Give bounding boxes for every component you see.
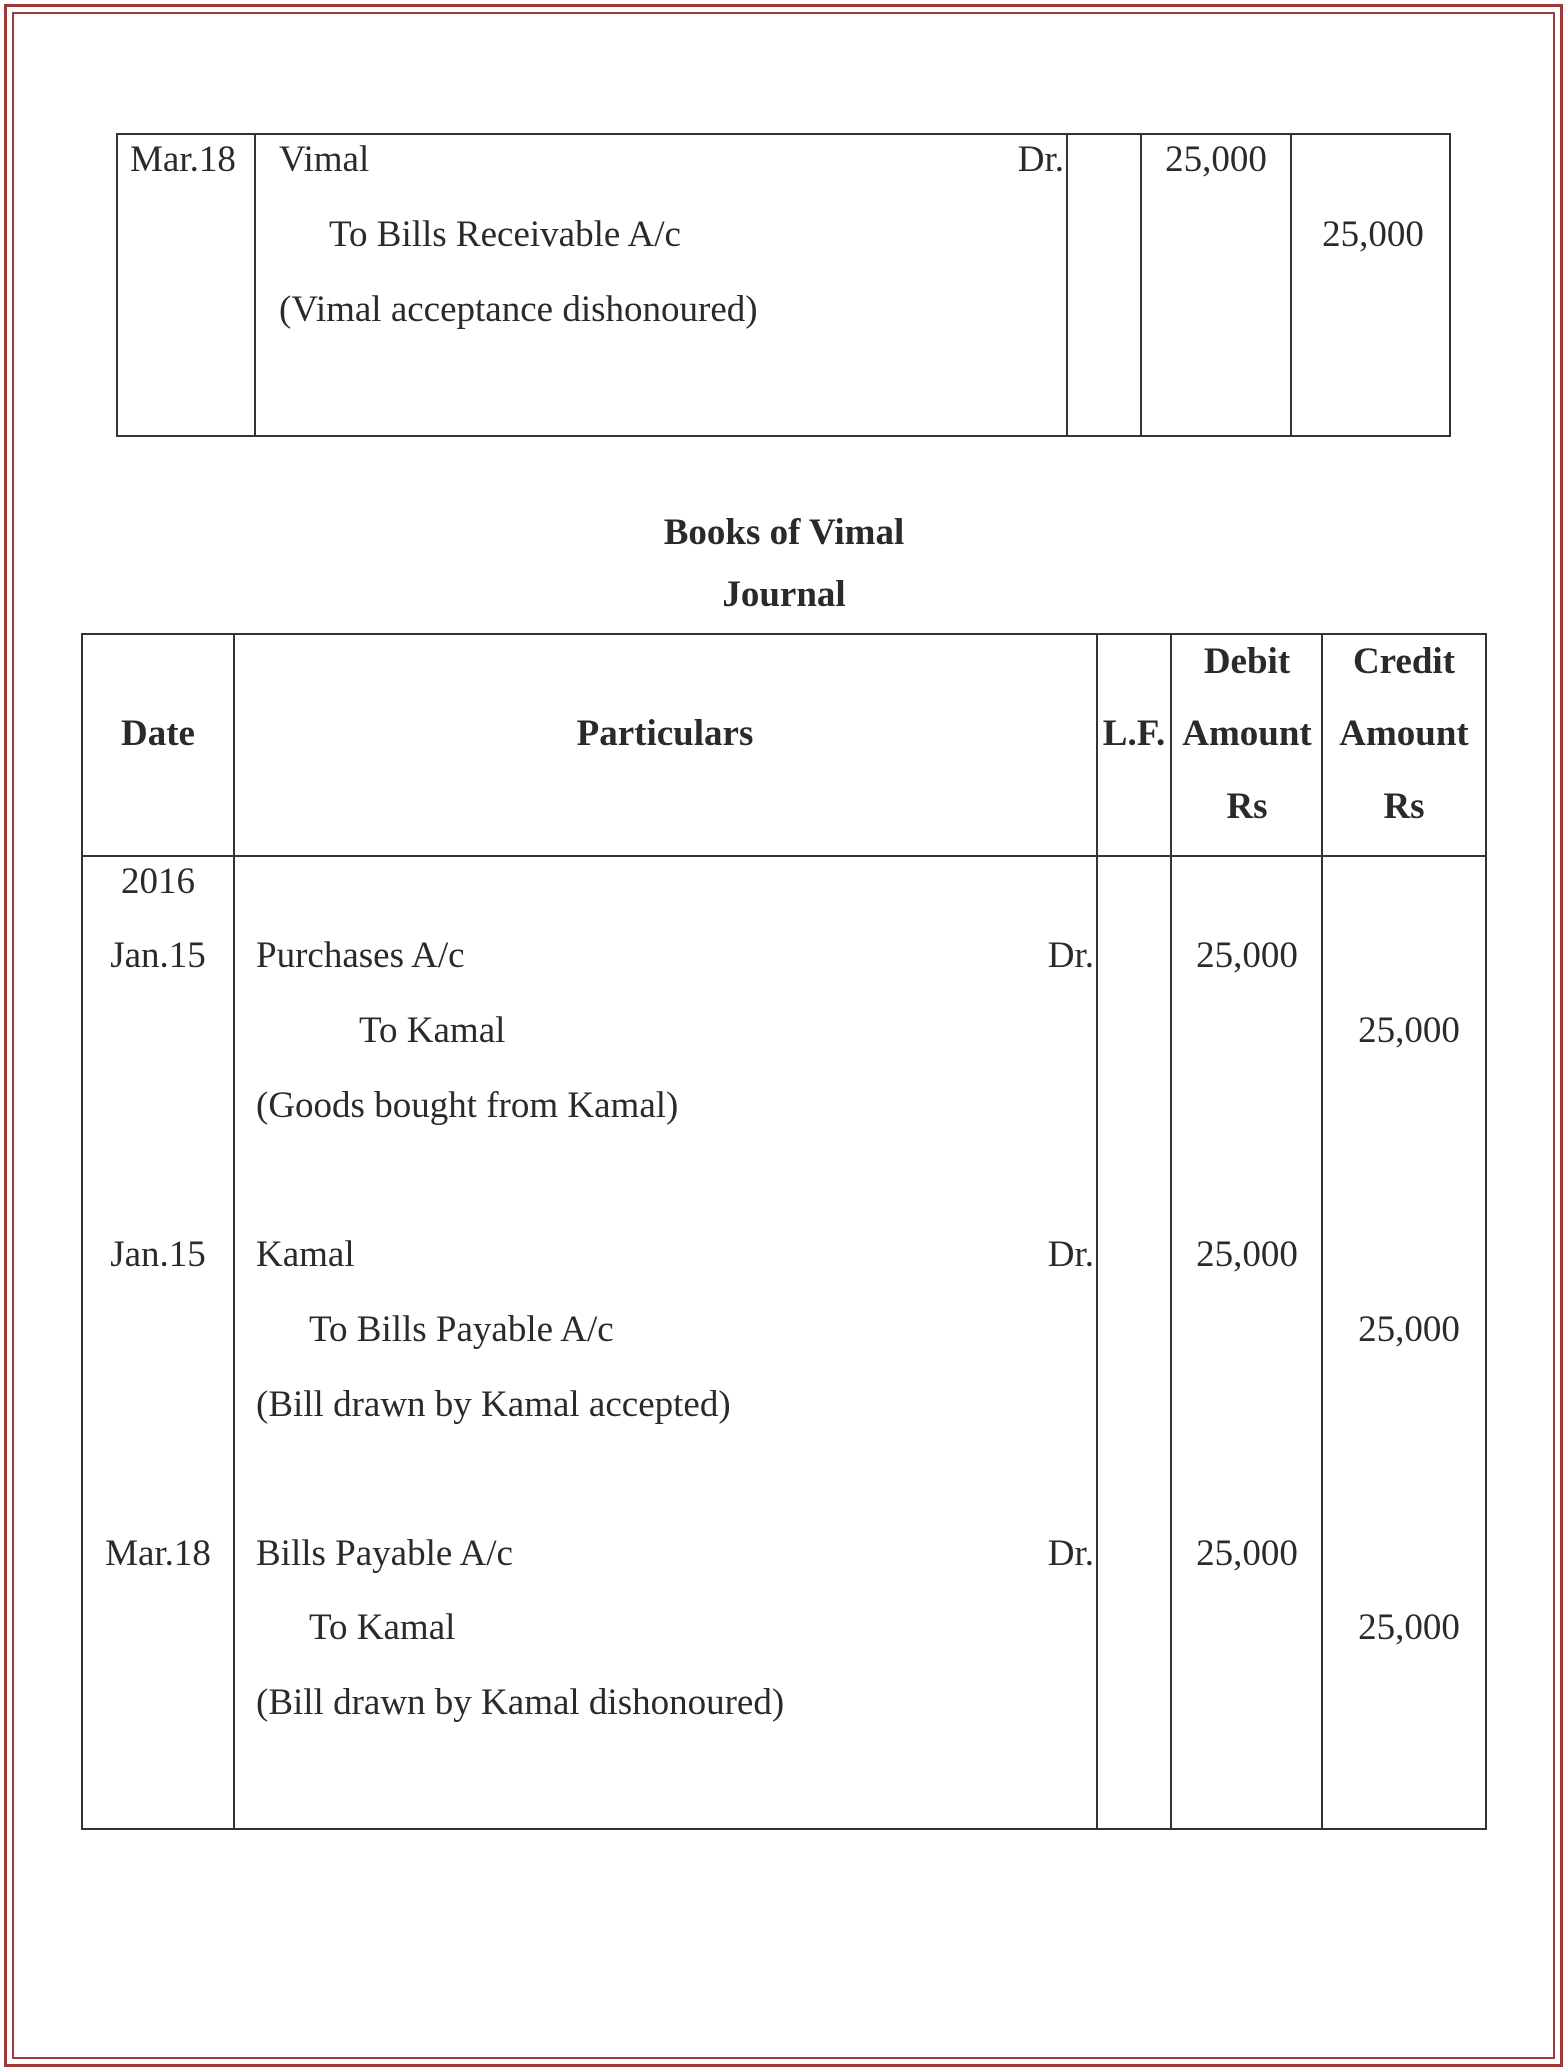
header-debit-line3: Rs — [1226, 786, 1268, 827]
header-date: Date — [121, 713, 195, 754]
header-credit-line2: Amount — [1339, 713, 1469, 754]
entry-dr: Dr. — [1047, 1234, 1094, 1275]
books-title: Books of Vimal — [663, 512, 905, 553]
entry-dr: Dr. — [1047, 935, 1094, 976]
entry-date: Mar.18 — [105, 1533, 211, 1574]
entry-credit-account: To Kamal — [359, 1010, 506, 1051]
header-debit-line1: Debit — [1203, 641, 1291, 682]
journal-year: 2016 — [121, 861, 195, 902]
entry-credit-amount: 25,000 — [1358, 1309, 1460, 1350]
journal-title: Journal — [722, 574, 846, 615]
top-entry-dr: Dr. — [1017, 139, 1064, 180]
header-credit-line1: Credit — [1352, 641, 1456, 682]
header-debit-line2: Amount — [1182, 713, 1312, 754]
entry-dr: Dr. — [1047, 1533, 1094, 1574]
header-lf: L.F. — [1102, 713, 1166, 754]
entry-narration: (Bill drawn by Kamal accepted) — [256, 1384, 731, 1425]
entry-debit-account: Bills Payable A/c — [256, 1533, 513, 1574]
entry-narration: (Bill drawn by Kamal dishonoured) — [256, 1682, 785, 1723]
entry-debit-account: Kamal — [256, 1234, 355, 1275]
top-entry-debit-amount: 25,000 — [1165, 139, 1267, 180]
entry-date: Jan.15 — [110, 1234, 206, 1275]
top-entry-narration: (Vimal acceptance dishonoured) — [279, 289, 758, 330]
entry-debit-amount: 25,000 — [1196, 1533, 1298, 1574]
header-particulars: Particulars — [576, 713, 754, 754]
top-entry-credit-amount: 25,000 — [1322, 214, 1424, 255]
entry-narration: (Goods bought from Kamal) — [256, 1085, 679, 1126]
header-credit-line3: Rs — [1383, 786, 1425, 827]
entry-debit-amount: 25,000 — [1196, 935, 1298, 976]
header-separator — [81, 855, 1487, 857]
top-entry-date: Mar.18 — [130, 139, 236, 180]
entry-debit-amount: 25,000 — [1196, 1234, 1298, 1275]
entry-credit-account: To Bills Payable A/c — [309, 1309, 614, 1350]
entry-credit-amount: 25,000 — [1358, 1010, 1460, 1051]
entry-debit-account: Purchases A/c — [256, 935, 465, 976]
top-entry-debit-account: Vimal — [279, 139, 370, 180]
entry-credit-amount: 25,000 — [1358, 1607, 1460, 1648]
entry-credit-account: To Kamal — [309, 1607, 456, 1648]
top-entry-credit-account: To Bills Receivable A/c — [329, 214, 681, 255]
entry-date: Jan.15 — [110, 935, 206, 976]
